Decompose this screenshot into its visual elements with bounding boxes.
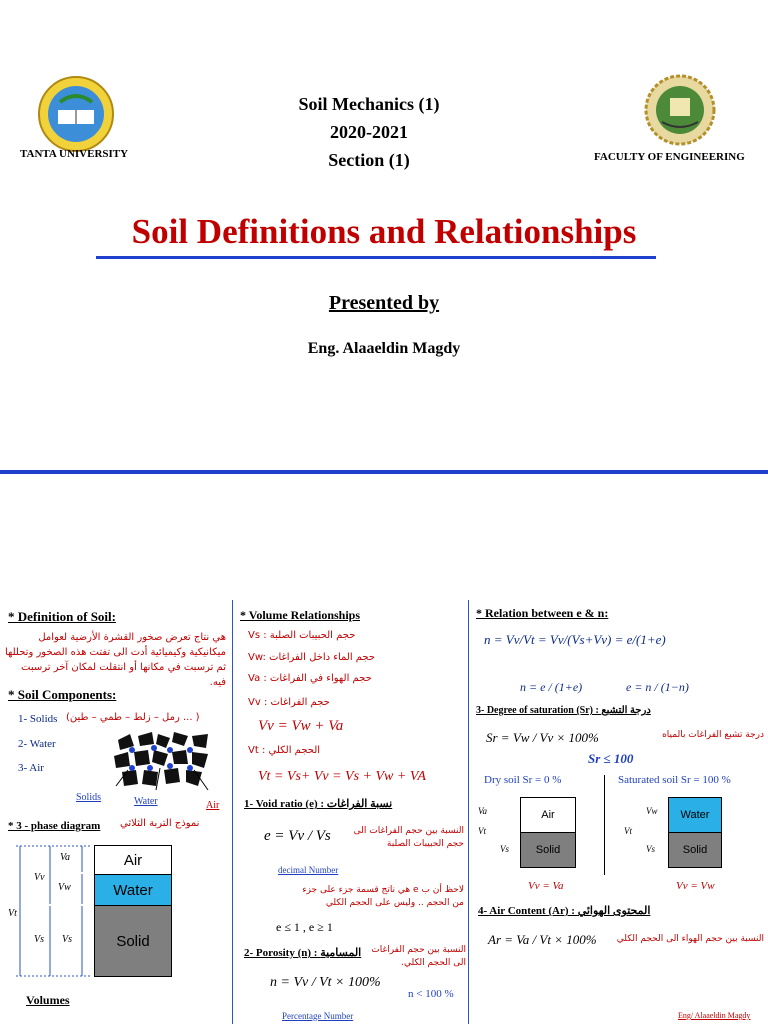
va-definition: Va : حجم الهواء في الفراغات xyxy=(248,673,372,684)
sat-water-box xyxy=(668,797,722,833)
phase-va: Va xyxy=(60,852,70,863)
sat-vs-label: Vs xyxy=(646,844,655,854)
phase-vs-outer: Vs xyxy=(62,934,72,945)
dry-equation: Vv = Va xyxy=(528,880,564,892)
phase-air-label: Air xyxy=(123,851,143,869)
faculty-of-engineering-logo xyxy=(644,74,716,146)
title-underline xyxy=(96,256,656,259)
dry-solid-label: Solid xyxy=(535,844,561,856)
right-institution: FACULTY OF ENGINEERING xyxy=(594,151,745,163)
volumes-label: Volumes xyxy=(26,993,70,1007)
e-range: e ≤ 1 , e ≥ 1 xyxy=(276,920,333,934)
component-solids: 1- Solids xyxy=(18,713,58,725)
course-title: Soil Mechanics (1) xyxy=(298,94,440,114)
vs-definition: Vs : حجم الحبيبات الصلبة xyxy=(248,630,356,641)
phase-water-label: Water xyxy=(113,881,153,899)
phase-solid-box xyxy=(94,905,172,977)
n-long-relation: n = Vv/Vt = Vv/(Vs+Vv) = e/(1+e) xyxy=(484,632,666,647)
phase-vs-inner: Vs xyxy=(34,934,44,945)
label-water: Water xyxy=(134,796,158,807)
academic-year: 2020-2021 xyxy=(330,122,408,142)
dry-soil-label: Dry soil Sr = 0 % xyxy=(484,774,562,786)
saturation-equation: Sr = Vw / Vv × 100% xyxy=(486,730,599,745)
page-title: Soil Definitions and Relationships xyxy=(131,212,637,251)
vv-definition: Vv : حجم الفراغات xyxy=(248,697,330,708)
presenter-name: Eng. Alaaeldin Magdy xyxy=(307,340,461,357)
phase-solid-label: Solid xyxy=(116,932,150,950)
phase-air-box xyxy=(94,845,172,875)
column-divider-2 xyxy=(468,600,469,1024)
e-of-n-equation: e = n / (1−n) xyxy=(626,680,689,694)
percentage-number-note: Percentage Number xyxy=(282,1011,354,1021)
dry-air-box xyxy=(520,797,576,833)
sat-vt-label: Vt xyxy=(624,826,632,836)
sat-water-label: Water xyxy=(680,809,710,821)
phase-water-box xyxy=(94,874,172,906)
solids-examples: (رمل – زلط – طمي – طين ... ) xyxy=(66,712,200,723)
vt-equation: Vt = Vs+ Vv = Vs + Vw + VA xyxy=(258,769,426,784)
section-label: Section (1) xyxy=(328,150,410,170)
dry-saturated-separator xyxy=(604,775,605,875)
dry-vs-label: Vs xyxy=(500,844,509,854)
relation-heading: * Relation between e & n: xyxy=(476,606,609,620)
void-ratio-note: لاحظ أن ب e هي ناتج قسمة جزء على جزء من الحجم .. وليس على الحجم الكلي xyxy=(302,885,464,908)
phase-heading: * 3 - phase diagram xyxy=(8,820,101,832)
saturation-range: Sr ≤ 100 xyxy=(588,751,634,766)
dry-vt-label: Vt xyxy=(478,826,486,836)
porosity-arabic: النسبة بين حجم الفراغات الى الحجم الكلي. xyxy=(371,945,466,968)
sat-solid-box xyxy=(668,832,722,868)
left-institution: TANTA UNIVERSITY xyxy=(20,148,129,160)
components-heading: * Soil Components: xyxy=(8,687,117,702)
saturation-heading: 3- Degree of saturation (Sr) : درجة التشبع xyxy=(476,705,651,716)
air-content-heading: 4- Air Content (Ar) : المحتوى الهوائي xyxy=(478,905,651,917)
void-ratio-heading: 1- Void ratio (e) : نسبة الفراغات xyxy=(244,798,393,810)
column-divider-1 xyxy=(232,600,233,1024)
void-ratio-equation: e = Vv / Vs xyxy=(264,828,331,844)
volume-rel-heading: * Volume Relationships xyxy=(240,608,361,622)
saturated-soil-label: Saturated soil Sr = 100 % xyxy=(618,774,731,786)
definition-heading: * Definition of Soil: xyxy=(8,609,116,624)
cover-divider xyxy=(0,470,768,474)
vw-definition: Vw: حجم الماء داخل الفراغات xyxy=(248,652,376,663)
porosity-equation: n = Vv / Vt × 100% xyxy=(270,975,381,990)
component-air: 3- Air xyxy=(18,762,44,774)
vt-definition: Vt : الحجم الكلي xyxy=(248,745,321,756)
footer-signature: Eng/ Alaaeldin Magdy xyxy=(678,1011,751,1020)
decimal-number-note: decimal Number xyxy=(278,865,339,875)
sat-solid-label: Solid xyxy=(682,844,708,856)
presented-by: Presented by xyxy=(328,292,440,314)
dry-dimension-labels: Va xyxy=(478,806,487,816)
saturation-arabic: درجة تشبع الفراغات بالمياه xyxy=(662,730,764,740)
phase-vt: Vt xyxy=(8,908,17,919)
dry-solid-box xyxy=(520,832,576,868)
n-of-e-equation: n = e / (1+e) xyxy=(520,680,583,694)
dry-air-label: Air xyxy=(541,809,555,821)
porosity-heading: 2- Porosity (n) : المسامية xyxy=(244,947,362,959)
label-solids: Solids xyxy=(76,792,102,803)
sat-equation: Vv = Vw xyxy=(676,880,715,892)
void-ratio-arabic: النسبة بين حجم الفراغات الى حجم الحبيبات الصلبة xyxy=(353,826,464,849)
phase-dimension-lines xyxy=(8,842,92,980)
soil-particles-illustration xyxy=(108,730,220,792)
phase-vv: Vv xyxy=(34,872,45,883)
definition-text: هي نتاج تعرض صخور القشرة الأرضية لعوامل ميكانيكية وكيميائية أدت الى تفتت هذه الصخور وتحللها ثم ترسبت في مكانها أو انتقلت لمكان آخر ترسبت فيه. xyxy=(4,632,226,688)
air-content-equation: Ar = Va / Vt × 100% xyxy=(488,932,597,947)
tanta-university-logo xyxy=(38,76,114,152)
phase-arabic: نموذج التربة الثلاثي xyxy=(120,818,200,829)
sat-vw-label: Vw xyxy=(646,806,658,816)
air-content-arabic: النسبة بين حجم الهواء الى الحجم الكلي xyxy=(616,934,764,944)
label-air: Air xyxy=(206,800,220,811)
phase-vw: Vw xyxy=(58,882,71,893)
n-range: n < 100 % xyxy=(408,988,454,1000)
vv-equation: Vv = Vw + Va xyxy=(258,718,344,734)
component-water: 2- Water xyxy=(18,738,56,750)
